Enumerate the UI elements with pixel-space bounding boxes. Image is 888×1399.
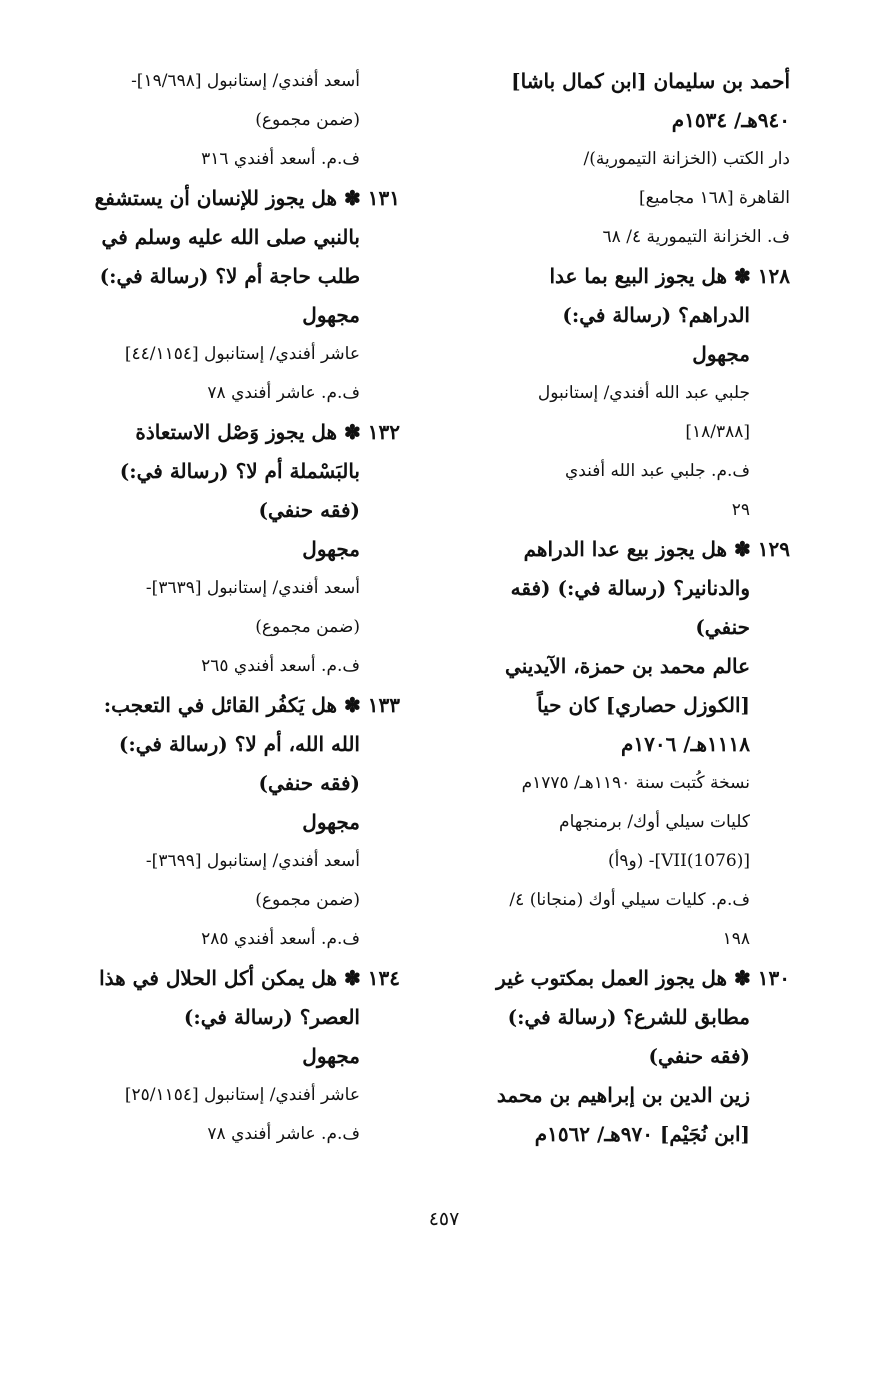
page-number: ٤٥٧ xyxy=(428,1208,460,1230)
text-line: ١١١٨هـ/ ١٧٠٦م xyxy=(620,732,750,756)
text-line: (ضمن مجموع) xyxy=(255,110,360,130)
text-line: زين الدين بن إبراهيم بن محمد xyxy=(496,1083,750,1107)
text-line: [الكوزل حصاري] كان حياً xyxy=(537,693,750,717)
text-line: كليات سيلي أوك/ برمنجهام xyxy=(559,812,750,832)
text-line: ف.م. جلبي عبد الله أفندي xyxy=(564,461,750,481)
text-line: نسخة كُتبت سنة ١١٩٠هـ/ ١٧٧٥م xyxy=(521,773,750,793)
text-line: الدراهم؟ (رسالة في:) xyxy=(562,303,750,327)
text-line: (فقه حنفي) xyxy=(258,771,360,795)
text-line: [١٨/٣٨٨] xyxy=(685,422,750,442)
text-line: ١٣٢ ✽ هل يجوز وَصْل الاستعاذة xyxy=(135,420,400,444)
text-line: طلب حاجة أم لا؟ (رسالة في:) xyxy=(99,264,360,288)
text-line: (ضمن مجموع) xyxy=(255,617,360,637)
text-line: مجهول xyxy=(302,810,360,834)
text-line: [ابن نُجَيْم] ٩٧٠هـ/ ١٥٦٢م xyxy=(534,1122,750,1146)
text-line: ف.م. كليات سيلي أوك (منجانا) ٤/ xyxy=(509,890,750,910)
text-line: [VII(1076)]- (و٩أ) xyxy=(607,851,750,871)
text-line: أسعد أفندي/ إستانبول [٣٦٣٩]- xyxy=(145,578,360,598)
text-line: ١٣٤ ✽ هل يمكن أكل الحلال في هذا xyxy=(99,966,400,990)
text-line: ٩٤٠هـ/ ١٥٣٤م xyxy=(671,108,790,132)
text-line: دار الكتب (الخزانة التيمورية)/ xyxy=(583,149,790,169)
text-line: أحمد بن سليمان [ابن كمال باشا] xyxy=(511,69,790,93)
text-line: عالم محمد بن حمزة، الآيديني xyxy=(505,654,750,678)
text-line: (فقه حنفي) xyxy=(648,1044,750,1068)
text-line: ف. الخزانة التيمورية ٤/ ٦٨ xyxy=(602,227,790,247)
text-line: ١٣١ ✽ هل يجوز للإنسان أن يستشفع xyxy=(94,186,400,210)
text-line: مجهول xyxy=(692,342,750,366)
text-line: ف.م. عاشر أفندي ٧٨ xyxy=(207,1124,360,1144)
text-line: ٢٩ xyxy=(731,500,750,520)
text-line: ف.م. أسعد أفندي ٢٨٥ xyxy=(201,929,360,949)
text-line: مجهول xyxy=(302,537,360,561)
text-line: (ضمن مجموع) xyxy=(255,890,360,910)
text-line: حنفي) xyxy=(695,615,750,639)
text-line: ف.م. عاشر أفندي ٧٨ xyxy=(207,383,360,403)
text-line: بالبَسْملة أم لا؟ (رسالة في:) xyxy=(119,459,360,483)
text-line: العصر؟ (رسالة في:) xyxy=(183,1005,360,1029)
text-line: ١٣٠ ✽ هل يجوز العمل بمكتوب غير xyxy=(496,966,790,990)
text-line: ف.م. أسعد أفندي ٣١٦ xyxy=(201,149,360,169)
right-column xyxy=(460,62,790,1154)
text-line: والدنانير؟ (رسالة في:) (فقه xyxy=(510,576,750,600)
text-line: ١٣٣ ✽ هل يَكفُر القائل في التعجب: xyxy=(103,693,400,717)
text-line: جلبي عبد الله أفندي/ إستانبول xyxy=(537,383,750,403)
text-line: مطابق للشرع؟ (رسالة في:) xyxy=(507,1005,750,1029)
text-line: مجهول xyxy=(302,1044,360,1068)
text-line: ١٩٨ xyxy=(722,929,750,949)
text-line: أسعد أفندي/ إستانبول [٣٦٩٩]- xyxy=(145,851,360,871)
text-line: عاشر أفندي/ إستانبول [٤٤/١١٥٤] xyxy=(124,344,360,364)
text-line: القاهرة [١٦٨ مجاميع] xyxy=(639,188,790,208)
text-line: الله الله، أم لا؟ (رسالة في:) xyxy=(118,732,360,756)
left-column xyxy=(60,62,400,1154)
text-line: عاشر أفندي/ إستانبول [٢٥/١١٥٤] xyxy=(124,1085,360,1105)
text-line: ١٢٨ ✽ هل يجوز البيع بما عدا xyxy=(549,264,790,288)
text-line: ١٢٩ ✽ هل يجوز بيع عدا الدراهم xyxy=(523,537,790,561)
text-line: أسعد أفندي/ إستانبول [١٩/٦٩٨]- xyxy=(131,71,360,91)
text-line: (فقه حنفي) xyxy=(258,498,360,522)
text-line: بالنبي صلى الله عليه وسلم في xyxy=(101,225,360,249)
text-line: ف.م. أسعد أفندي ٢٦٥ xyxy=(201,656,360,676)
text-line: مجهول xyxy=(302,303,360,327)
